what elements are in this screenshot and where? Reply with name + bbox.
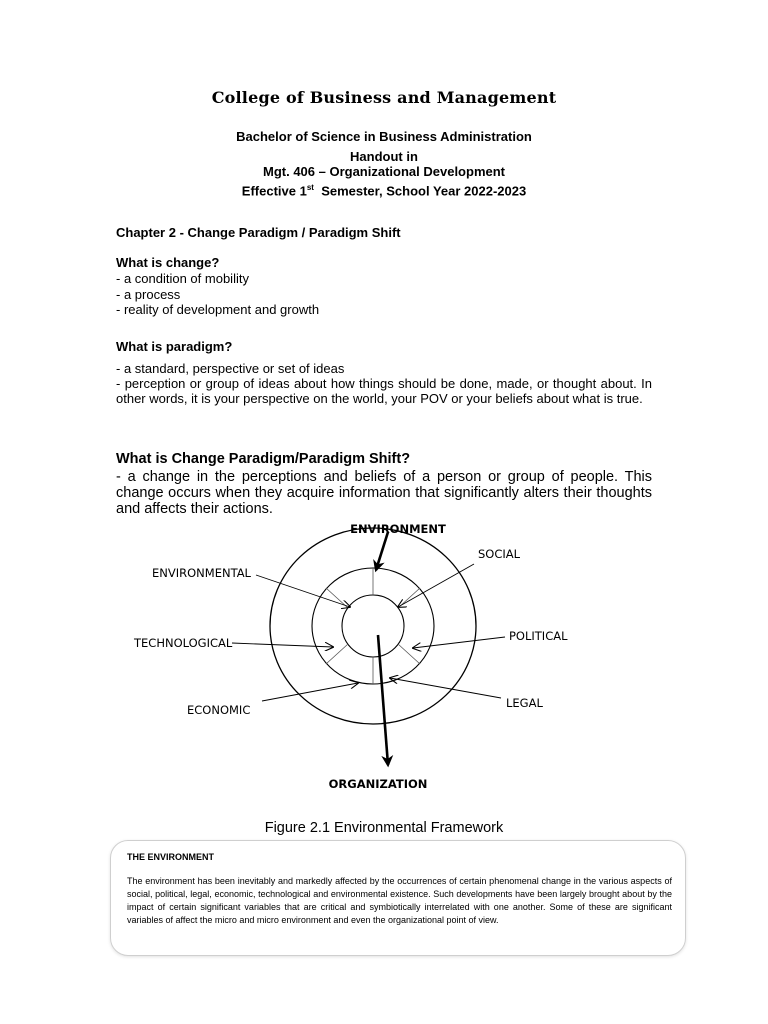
handout-label: Handout in: [350, 149, 418, 164]
effective-line: [0, 179, 768, 199]
social-arrow: [398, 564, 474, 607]
social-label: SOCIAL: [478, 547, 521, 561]
political-label: POLITICAL: [509, 629, 568, 643]
change-heading: What is change?: [116, 255, 220, 270]
paradigm-item: - a standard, perspective or set of ideas: [116, 361, 345, 376]
change-item: - a condition of mobility: [116, 271, 249, 286]
shift-heading: What is Change Paradigm/Paradigm Shift?: [116, 451, 411, 467]
info-box-text: The environment has been inevitably and markedly affected by the occurrences of certain phenomenal change in the various aspects of social, political, legal, economic, technological and environmental existence. Such developments have been largely brought about by the impact of certain significant variables that are critical and symbiotically interrelated with one another. Some of these are significant variables of affect the micro and micro environment and even the organizational point of view.: [127, 876, 672, 925]
political-arrow: [413, 637, 505, 648]
technological-label: TECHNOLOGICAL: [134, 636, 233, 650]
paradigm-heading: What is paradigm?: [116, 339, 233, 354]
environmental-label: ENVIRONMENTAL: [152, 566, 251, 580]
economic-arrow: [262, 683, 358, 701]
economic-label: ECONOMIC: [187, 703, 251, 717]
change-item: - a process: [116, 287, 181, 302]
environmental-framework-diagram: [100, 515, 620, 800]
environment-info-box: [110, 840, 686, 956]
program-title: Bachelor of Science in Business Administration: [236, 129, 532, 144]
info-box-title: THE ENVIRONMENT: [127, 852, 215, 862]
environment-arrow: [376, 532, 388, 570]
effective-suffix: Semester, School Year 2022-2023: [321, 183, 527, 199]
legal-label: LEGAL: [506, 696, 543, 710]
college-title: College of Business and Management: [211, 88, 557, 107]
environment-label: ENVIRONMENT: [350, 522, 446, 536]
paradigm-item: - perception or group of ideas about how things should be done, made, or thought about. In other words, it is your perspective on the world, your POV or your beliefs about what is true.: [116, 376, 652, 406]
shift-text: - a change in the perceptions and beliefs of a person or group of people. This change occurs when they acquire information that significantly alters their thoughts and affects their actions.: [116, 469, 652, 517]
outer-ring: [270, 528, 476, 724]
chapter-heading: Chapter 2 - Change Paradigm / Paradigm Shift: [116, 225, 401, 240]
technological-arrow: [232, 643, 333, 647]
ring-dividers: [326, 568, 420, 684]
figure-caption: Figure 2.1 Environmental Framework: [264, 820, 504, 836]
effective-sup: st: [306, 183, 314, 192]
effective-prefix: Effective 1: [241, 183, 307, 199]
course-title: Mgt. 406 – Organizational Development: [263, 164, 505, 179]
organization-label: ORGANIZATION: [328, 777, 428, 791]
inner-circle: [342, 595, 404, 657]
change-item: - reality of development and growth: [116, 302, 320, 317]
